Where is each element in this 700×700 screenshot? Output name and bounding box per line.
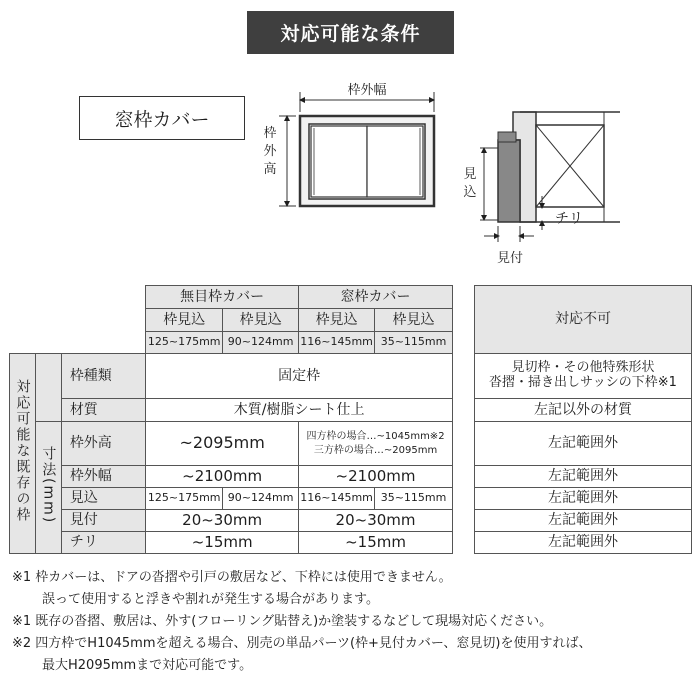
spec-table [9,285,453,554]
chiri-label: チリ [555,211,583,227]
footnotes [12,567,692,677]
unsupported-mitsuke: 左記範囲外 [475,510,692,532]
depth-label-2: 込 [463,185,477,200]
header-mume: 無目枠カバー [146,286,299,309]
row-material: 材質 [61,399,145,422]
row-outer-width: 枠外幅 [61,466,145,488]
mitsuke-label: 見付 [496,251,524,266]
note-2: ※2 四方枠でH1045mmを超える場合、別売の単品パーツ(枠+見付カバー、窓見切)を使用すれば、 [12,636,592,651]
frame-diagram [0,0,700,290]
unsupported-width: 左記範囲外 [475,466,692,488]
row-frame-type: 枠種類 [61,354,145,399]
header-waku-mikomi-b: 枠見込 [223,309,299,332]
value-width-mado: ~2100mm [299,466,453,488]
frame-width-label: 枠外幅 [347,83,387,98]
value-depth-a: 125~175mm [146,488,223,510]
range-d: 35~115mm [375,332,453,354]
note-1-cont: 誤って使用すると浮きや割れが発生する場合があります。 [42,592,379,607]
value-material: 木質/樹脂シート仕上 [146,399,453,422]
side-label: 対応可能な既存の枠 [14,379,31,524]
unsupported-height: 左記範囲外 [475,422,692,466]
unsupported-frame-type-2: 沓摺・掃き出しサッシの下枠※1 [489,375,677,390]
row-outer-height: 枠外高 [61,422,145,466]
frame-height-label-1: 枠 [263,126,277,141]
value-depth-b: 90~124mm [223,488,299,510]
header-waku-mikomi-d: 枠見込 [375,309,453,332]
frame-section-view [498,112,620,222]
side-label-cell [10,354,36,554]
note-2-cont: 最大H2095mmまで対応可能です。 [42,658,253,673]
range-b: 90~124mm [223,332,299,354]
product-label: 窓枠カバー [79,96,245,140]
unsupported-table [474,285,692,554]
unsupported-frame-type [475,354,692,399]
header-waku-mikomi-a: 枠見込 [146,309,223,332]
value-depth-c: 116~145mm [299,488,375,510]
frame-height-label-2: 外 [263,144,277,159]
depth-label-1: 見 [463,167,477,182]
unsupported-header: 対応不可 [475,286,692,354]
value-chiri-mume: ~15mm [146,532,299,554]
sunpo-label-cell [35,422,61,554]
value-mitsuke-mume: 20~30mm [146,510,299,532]
value-height-mado-1: 四方枠の場合…~1045mm※2 [306,431,445,442]
value-height-mado-2: 三方枠の場合…~2095mm [313,444,438,456]
value-mitsuke-mado: 20~30mm [299,510,453,532]
row-chiri: チリ [61,532,145,554]
window-front-view [300,116,434,206]
row-mitsuke: 見付 [61,510,145,532]
range-c: 116~145mm [299,332,375,354]
value-frame-type: 固定枠 [146,354,453,399]
note-1: ※1 枠カバーは、ドアの沓摺や引戸の敷居など、下枠には使用できません。 [12,570,452,585]
header-mado: 窓枠カバー [299,286,453,309]
value-height-mado [299,422,453,466]
unsupported-chiri: 左記範囲外 [475,532,692,554]
range-a: 125~175mm [146,332,223,354]
note-1b: ※1 既存の沓摺、敷居は、外す(フローリング貼替え)か塗装するなどして現場対応ください。 [12,614,553,629]
frame-height-label-3: 高 [263,162,277,177]
value-chiri-mado: ~15mm [299,532,453,554]
row-depth: 見込 [61,488,145,510]
sunpo-label: 寸法(mm) [40,446,57,525]
section-title: 対応可能な条件 [247,11,454,54]
unsupported-depth: 左記範囲外 [475,488,692,510]
unsupported-frame-type-1: 見切枠・その他特殊形状 [511,360,655,376]
header-waku-mikomi-c: 枠見込 [299,309,375,332]
unsupported-material: 左記以外の材質 [475,399,692,422]
value-width-mume: ~2100mm [146,466,299,488]
value-depth-d: 35~115mm [375,488,453,510]
value-height-mume: ~2095mm [146,422,299,466]
